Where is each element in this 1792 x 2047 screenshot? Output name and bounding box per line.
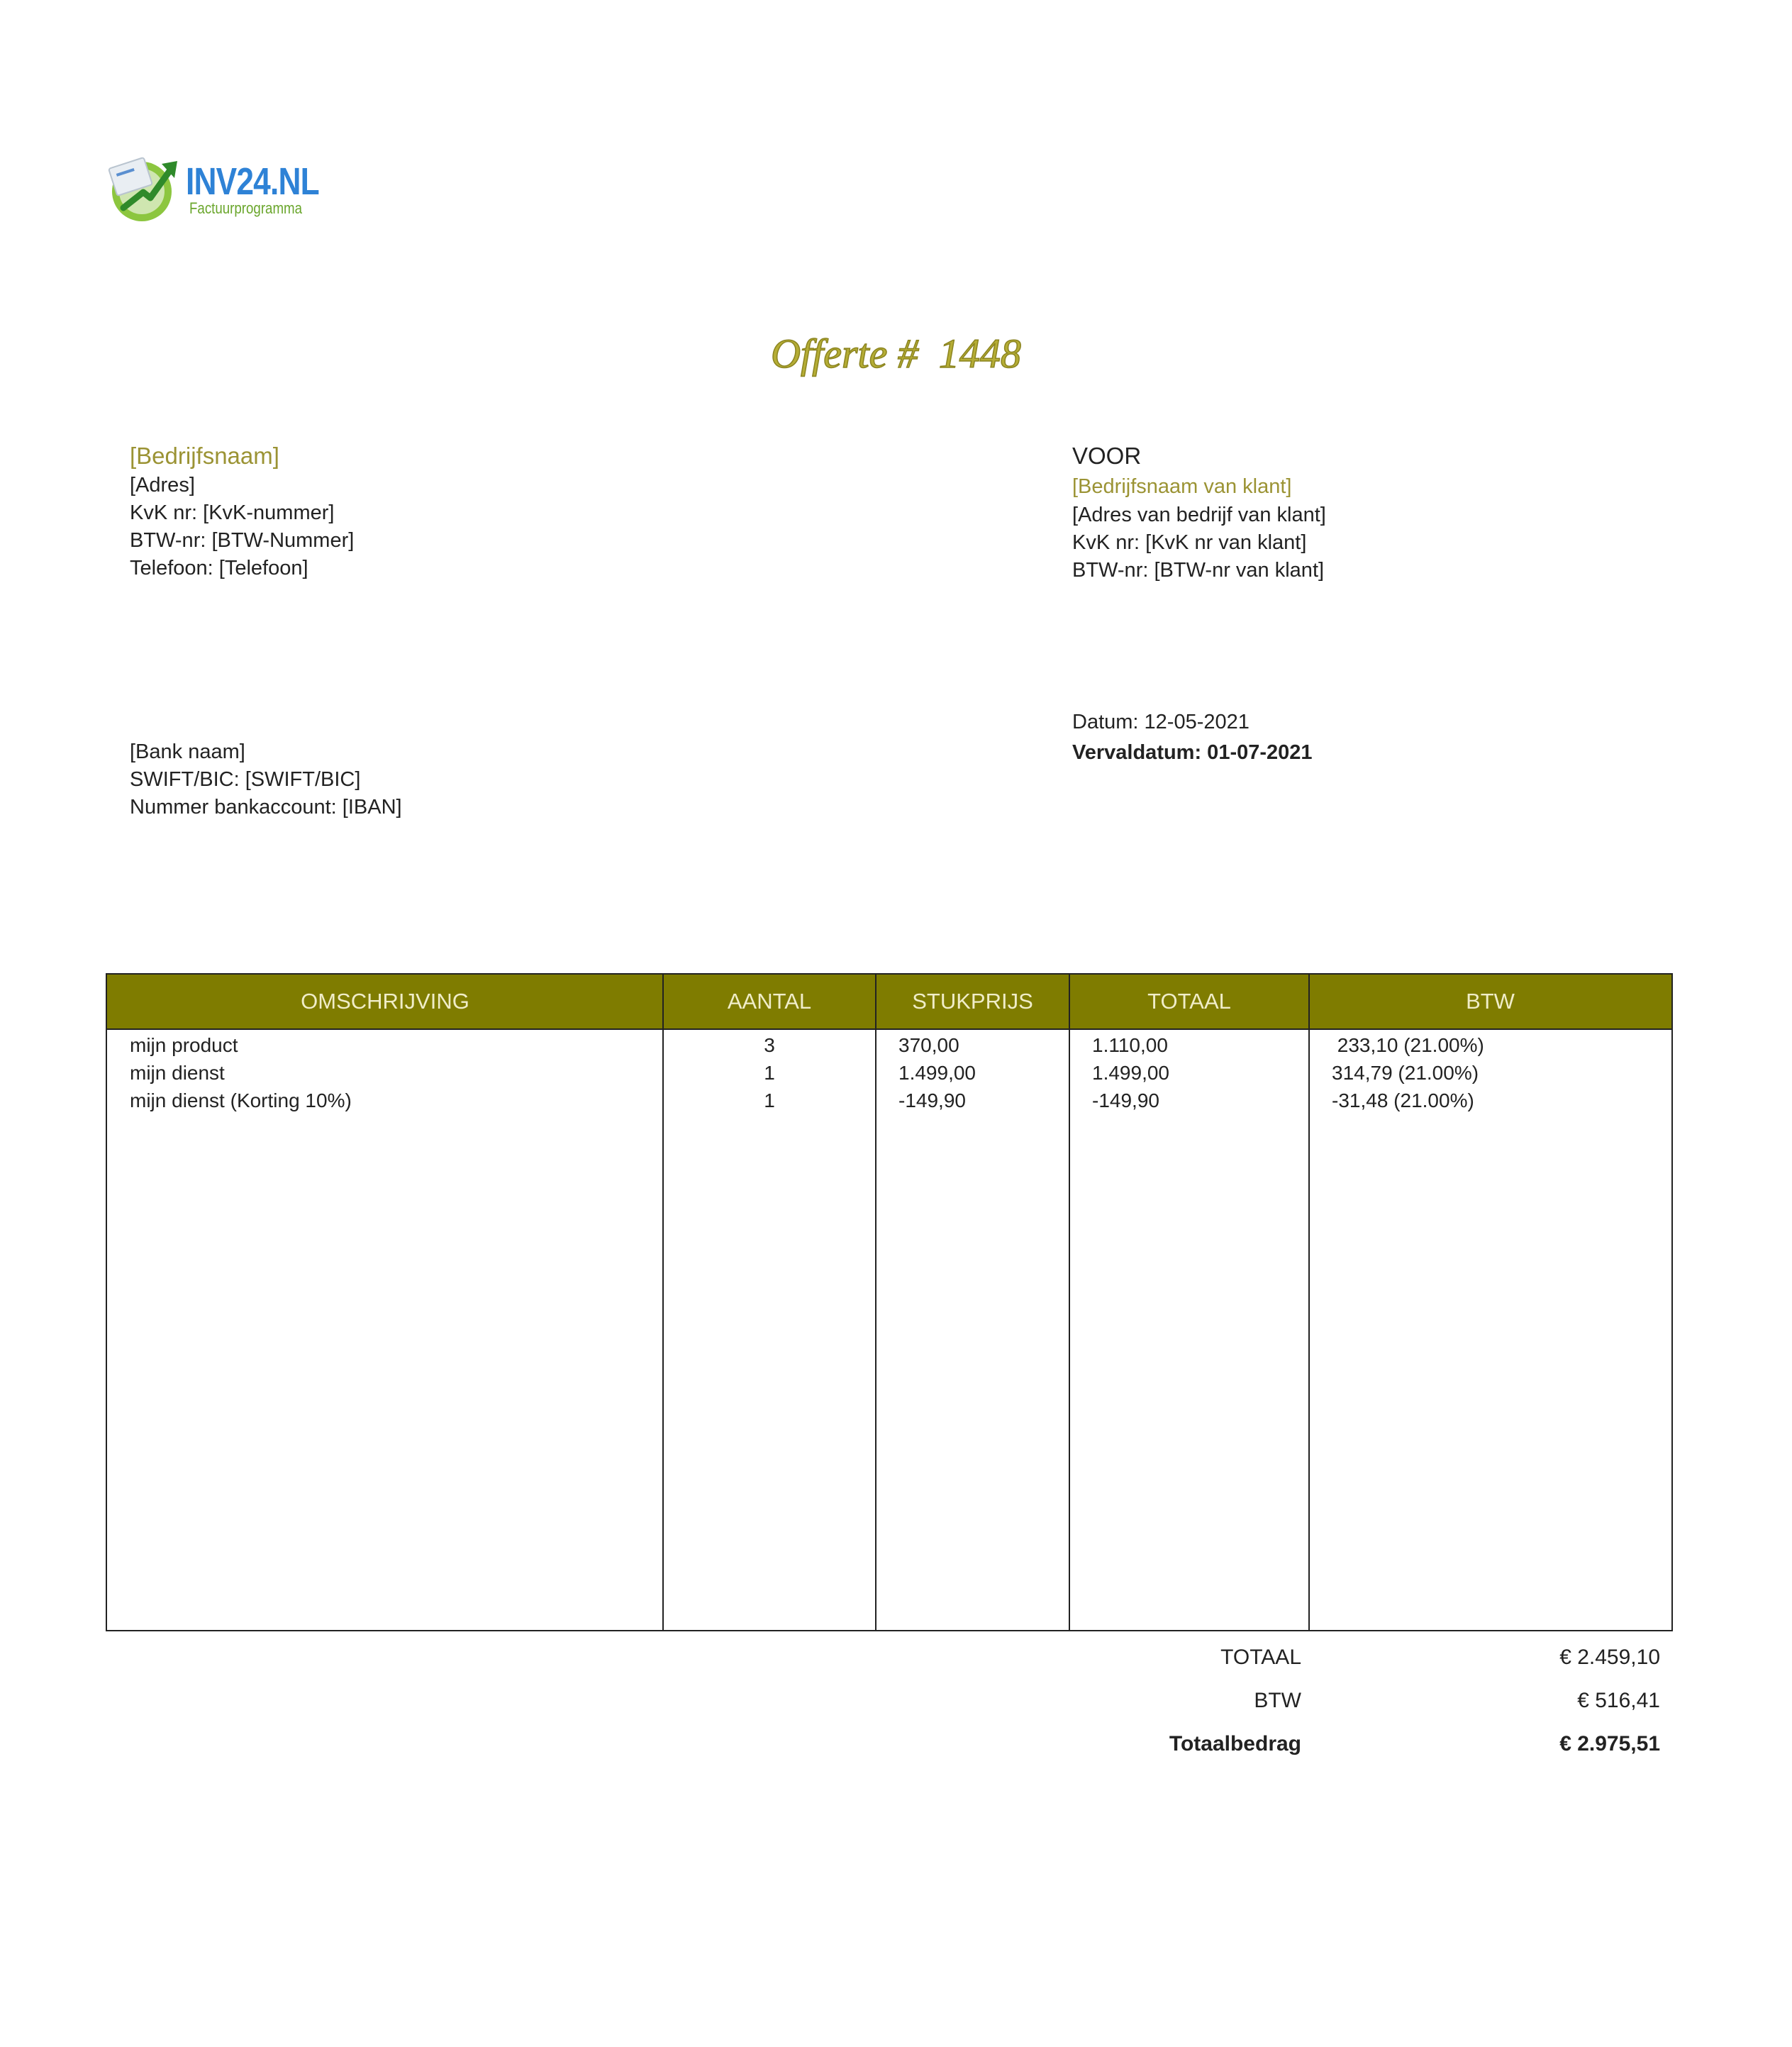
recipient-company: [Bedrijfsnaam van klant] [1072, 475, 1292, 498]
column-divider [1069, 975, 1070, 1630]
document-title: Offerte # 1448 [771, 331, 1021, 377]
bank-name: [Bank naam] [130, 740, 245, 763]
company-logo [106, 152, 319, 223]
vat-value: € 516,41 [1577, 1689, 1660, 1712]
recipient-block [1072, 440, 1326, 584]
subtotal-value: € 2.459,10 [1559, 1646, 1660, 1669]
due-date: Vervaldatum: 01-07-2021 [1072, 741, 1313, 764]
bank-block [130, 738, 402, 821]
subtotal-label: TOTAAL [1220, 1646, 1301, 1669]
row-2-total: 1.499,00 [1092, 1062, 1169, 1084]
sender-company: [Bedrijfsnaam] [130, 443, 279, 469]
col-header-btw: BTW [1309, 975, 1671, 1028]
row-1-description: mijn product [130, 1034, 238, 1056]
sender-phone: Telefoon: [Telefoon] [130, 557, 308, 579]
quote-date: Datum: 12-05-2021 [1072, 711, 1250, 733]
recipient-heading: VOOR [1072, 443, 1142, 469]
row-1-unit-price: 370,00 [898, 1034, 959, 1056]
items-table [106, 973, 1673, 1631]
vat-label: BTW [1254, 1689, 1301, 1712]
row-3-total: -149,90 [1092, 1089, 1159, 1111]
bank-swift: SWIFT/BIC: [SWIFT/BIC] [130, 768, 361, 791]
row-2-unit-price: 1.499,00 [898, 1062, 976, 1084]
row-3-vat: -31,48 (21.00%) [1332, 1089, 1474, 1111]
row-2-quantity: 1 [764, 1062, 775, 1084]
logo-tagline: Factuurprogramma [189, 199, 303, 217]
bank-iban: Nummer bankaccount: [IBAN] [130, 796, 402, 819]
grand-total-label: Totaalbedrag [1169, 1732, 1301, 1755]
col-header-stukprijs: STUKPRIJS [876, 975, 1069, 1028]
row-3-quantity: 1 [764, 1089, 775, 1111]
recipient-address: [Adres van bedrijf van klant] [1072, 504, 1326, 526]
sender-block [130, 440, 354, 582]
row-1-total: 1.110,00 [1092, 1034, 1168, 1056]
col-header-totaal: TOTAAL [1069, 975, 1309, 1028]
row-3-description: mijn dienst (Korting 10%) [130, 1089, 352, 1111]
recipient-btw: BTW-nr: [BTW-nr van klant] [1072, 559, 1325, 582]
row-1-quantity: 3 [764, 1034, 775, 1056]
row-2-description: mijn dienst [130, 1062, 225, 1084]
grand-total-value: € 2.975,51 [1559, 1732, 1660, 1755]
row-2-vat: 314,79 (21.00%) [1332, 1062, 1479, 1084]
col-header-omschrijving: OMSCHRIJVING [107, 975, 663, 1028]
sender-btw: BTW-nr: [BTW-Nummer] [130, 529, 355, 552]
column-divider [1308, 975, 1310, 1630]
col-header-aantal: AANTAL [663, 975, 876, 1028]
recipient-kvk: KvK nr: [KvK nr van klant] [1072, 531, 1307, 554]
logo-brand-text: INV24.NL [186, 160, 319, 203]
sender-address: [Adres] [130, 474, 195, 497]
dates-block [1072, 705, 1313, 767]
invoice-arrow-logo-icon [106, 152, 181, 223]
row-1-vat: 233,10 (21.00%) [1332, 1034, 1484, 1056]
row-3-unit-price: -149,90 [898, 1089, 966, 1111]
sender-kvk: KvK nr: [KvK-nummer] [130, 501, 335, 524]
header-divider [107, 1028, 1671, 1030]
